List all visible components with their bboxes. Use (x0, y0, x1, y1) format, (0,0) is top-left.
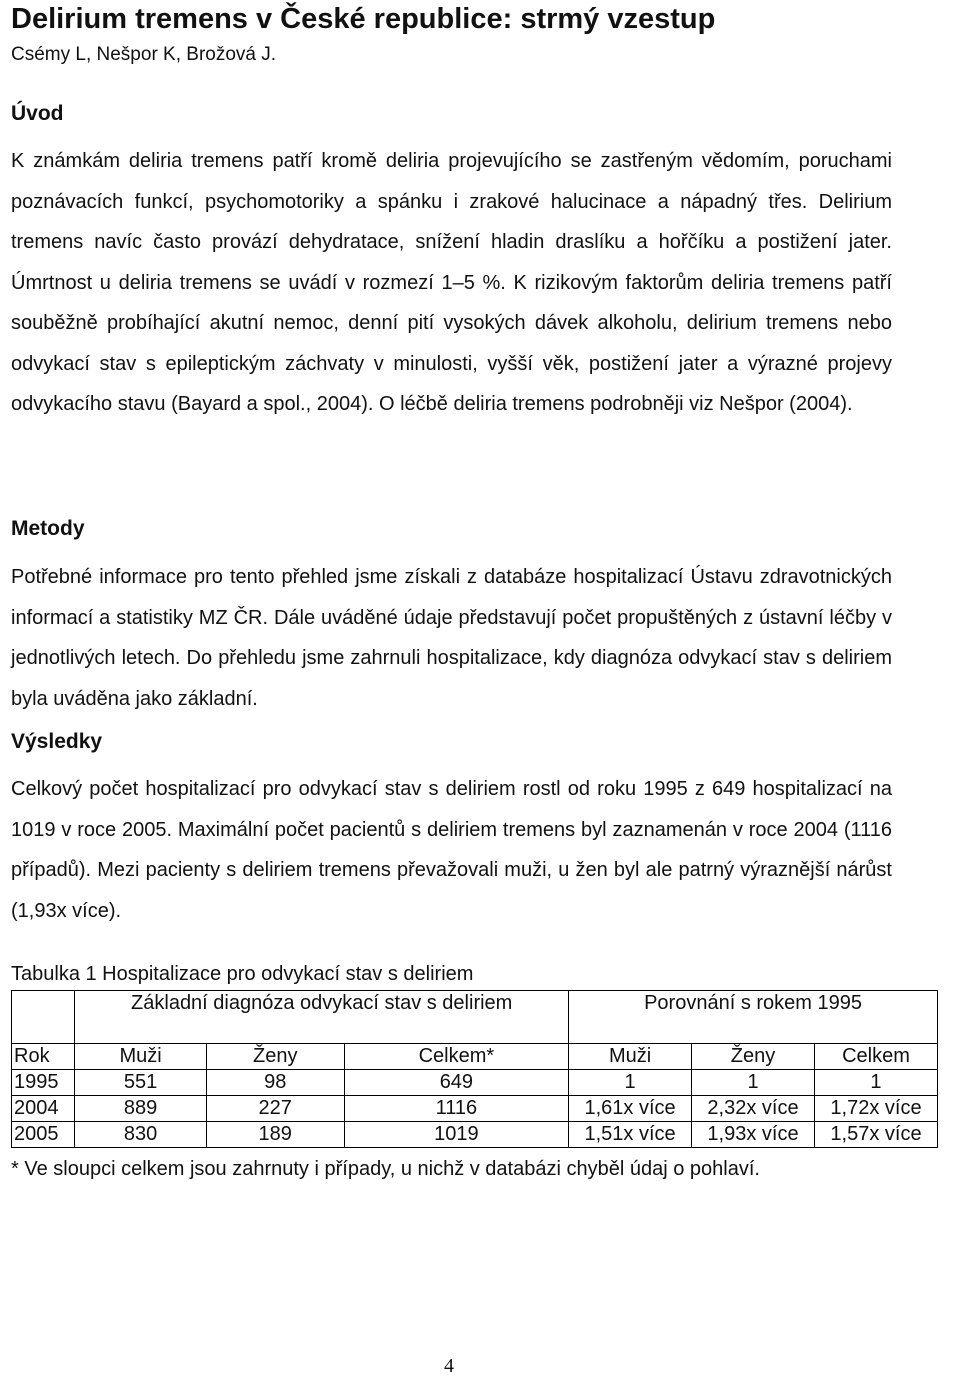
page-number: 4 (444, 1355, 454, 1377)
section-text-metody: Potřebné informace pro tento přehled jsme získali z databáze hospitalizací Ústavu zdravotnických informací a statistiky MZ ČR. Dále uváděné údaje představují počet propuštěných z ústavní léčby v jednotlivých letech. Do přehledu jsme zahrnuli hospitalizace, kdy diagnóza odvykací stav s deliriem byla uváděna jako základní. (11, 566, 892, 710)
table-cell: 189 (206, 1122, 344, 1148)
table-row (12, 1122, 938, 1148)
table-cell: 1,61x více (569, 1096, 692, 1122)
table-cell: 1,57x více (814, 1122, 937, 1148)
table-cell: 1,93x více (692, 1122, 815, 1148)
table-group-header-comparison: Porovnání s rokem 1995 (569, 991, 938, 1044)
section-text-uvod: K známkám deliria tremens patří kromě deliria projevujícího se zastřeným vědomím, poruchami poznávacích funkcí, psychomotoriky a spánku i zrakové halucinace a nápadný třes. Delirium tremens navíc často provází dehydratace, snížení hladin draslíku a hořčíku a postižení jater. Úmrtnost u deliria tremens se uvádí v rozmezí 1–5 %. K rizikovým faktorům deliria tremens patří souběžně probíhající akutní nemoc, denní pití vysokých dávek alkoholu, delirium tremens nebo odvykací stav s epileptickým záchvaty v minulosti, vyšší věk, postižení jater a výrazné projevy odvykacího stavu (Bayard a spol., 2004). O léčbě deliria tremens podrobněji viz Nešpor (2004). (11, 150, 892, 415)
table-group-header-row (12, 991, 938, 1044)
table-cell: 1116 (344, 1096, 568, 1122)
table-cell-year: 2005 (12, 1122, 75, 1148)
table-cell: 227 (206, 1096, 344, 1122)
column-header-men: Muži (75, 1044, 207, 1070)
table-cell: 98 (206, 1070, 344, 1096)
section-heading-metody: Metody (11, 517, 85, 540)
table-row (12, 1096, 938, 1122)
section-heading-uvod: Úvod (11, 102, 64, 125)
table-row (12, 1070, 938, 1096)
section-text-vysledky: Celkový počet hospitalizací pro odvykací stav s deliriem rostl od roku 1995 z 649 hospitalizací na 1019 v roce 2005. Maximální počet pacientů s deliriem tremens byl zaznamenán v roce 2004 (1116 případů). Mezi pacienty s deliriem tremens převažovali muži, u žen byl ale patrný výraznější nárůst (1,93x více). (11, 778, 892, 922)
column-header-men-comparison: Muži (569, 1044, 692, 1070)
column-header-year: Rok (12, 1044, 75, 1070)
table-cell-year: 1995 (12, 1070, 75, 1096)
table-cell: 1 (692, 1070, 815, 1096)
hospitalization-table (11, 990, 938, 1148)
section-heading-vysledky: Výsledky (11, 730, 103, 753)
table-cell: 551 (75, 1070, 207, 1096)
table-footnote: * Ve sloupci celkem jsou zahrnuty i případy, u nichž v databázi chyběl údaj o pohlaví. (11, 1158, 760, 1180)
table-cell: 1,51x více (569, 1122, 692, 1148)
table-cell-year: 2004 (12, 1096, 75, 1122)
table-group-header-diagnosis: Základní diagnóza odvykací stav s deliriem (75, 991, 569, 1044)
table-cell: 2,32x více (692, 1096, 815, 1122)
column-header-women: Ženy (206, 1044, 344, 1070)
table-cell: 1 (569, 1070, 692, 1096)
table-cell: 1019 (344, 1122, 568, 1148)
column-header-women-comparison: Ženy (692, 1044, 815, 1070)
table-cell: 1,72x více (814, 1096, 937, 1122)
table-cell: 889 (75, 1096, 207, 1122)
table-header-empty-cell (12, 991, 75, 1044)
table-cell: 649 (344, 1070, 568, 1096)
table-cell: 830 (75, 1122, 207, 1148)
table-cell: 1 (814, 1070, 937, 1096)
table-caption: Tabulka 1 Hospitalizace pro odvykací stav s deliriem (11, 963, 474, 985)
document-authors: Csémy L, Nešpor K, Brožová J. (11, 44, 277, 65)
table-column-header-row (12, 1044, 938, 1070)
document-title: Delirium tremens v České republice: strmý vzestup (11, 3, 716, 35)
column-header-total-comparison: Celkem (814, 1044, 937, 1070)
column-header-total: Celkem* (344, 1044, 568, 1070)
